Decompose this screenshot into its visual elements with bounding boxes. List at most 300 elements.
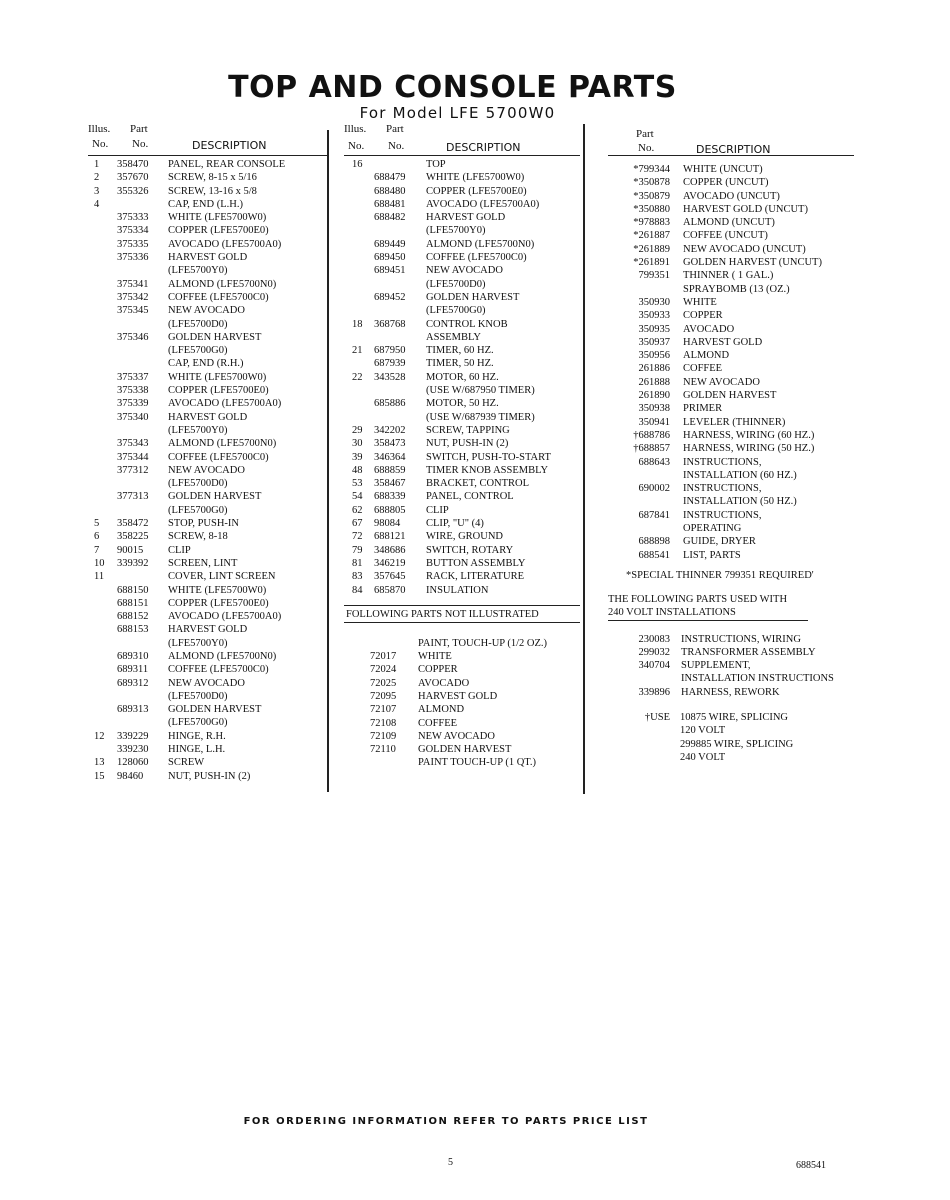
list-item [608, 416, 854, 429]
part-description: NUT, PUSH-IN (2) [426, 438, 509, 450]
part-number: 375346 [117, 331, 149, 343]
part-description: COFFEE (LFE5700C0) [168, 291, 269, 303]
part-description: NEW AVOCADO [683, 376, 760, 388]
list-item [88, 756, 328, 769]
list-item [608, 336, 854, 349]
list-item [88, 716, 328, 729]
list-item [608, 362, 854, 375]
part-number: *261887 [633, 230, 670, 242]
part-description: INSTRUCTIONS, [683, 456, 762, 468]
part-number: 230083 [638, 633, 670, 645]
part-description: ALMOND (UNCUT) [683, 217, 775, 229]
part-number: 689310 [117, 650, 149, 662]
list-item [88, 663, 328, 676]
description-label: DESCRIPTION [696, 143, 771, 156]
illus-number: 81 [352, 557, 363, 569]
list-item [344, 451, 580, 464]
part-description: CAP, END (L.H.) [168, 198, 243, 210]
parts-list-3b [608, 633, 854, 699]
list-item [608, 646, 854, 659]
list-item [88, 650, 328, 663]
part-description: 299885 WIRE, SPLICING [680, 738, 794, 750]
list-item [608, 349, 854, 362]
part-description: TIMER KNOB ASSEMBLY [426, 464, 549, 476]
part-number: 339229 [117, 730, 149, 742]
part-number: 358225 [117, 531, 149, 543]
column-2-header [344, 122, 580, 158]
part-description: MOTOR, 60 HZ. [426, 371, 499, 383]
part-number: 72109 [370, 730, 397, 742]
list-item [88, 530, 328, 543]
list-item [88, 570, 328, 583]
part-description: 10875 WIRE, SPLICING [680, 711, 789, 723]
header-rule [344, 155, 580, 156]
list-item [88, 623, 328, 636]
illus-number: 84 [352, 584, 363, 596]
part-description: INSTALLATION INSTRUCTIONS [681, 673, 834, 685]
list-item [344, 650, 580, 663]
list-item [88, 703, 328, 716]
list-item [344, 411, 580, 424]
part-number: 375341 [117, 278, 149, 290]
part-description: GOLDEN HARVEST [426, 291, 520, 303]
description-label: DESCRIPTION [192, 139, 267, 152]
illus-number: 1 [94, 159, 100, 170]
parts-list-3c [608, 711, 854, 764]
part-description: AVOCADO [418, 677, 470, 689]
part-description: WHITE [683, 296, 717, 308]
column-3 [608, 122, 854, 764]
part-description: WHITE (LFE5700W0) [168, 371, 267, 383]
illus-label: Illus. [344, 123, 367, 135]
list-item [88, 278, 328, 291]
volt-section-line-1: THE FOLLOWING PARTS USED WITH [608, 593, 788, 605]
list-item [88, 637, 328, 650]
part-number: 375338 [117, 385, 149, 397]
illus-number: 39 [352, 451, 363, 463]
volt-section-line-2: 240 VOLT INSTALLATIONS [608, 607, 736, 619]
part-description: 240 VOLT [680, 751, 726, 763]
part-number: 375340 [117, 411, 149, 423]
part-number: 687841 [638, 509, 670, 521]
list-item [344, 544, 580, 557]
part-description: (LFE5700D0) [168, 318, 228, 330]
list-item [344, 517, 580, 530]
part-description: GOLDEN HARVEST [418, 744, 512, 756]
part-description: INSTALLATION (60 HZ.) [683, 469, 797, 481]
part-description: AVOCADO (LFE5700A0) [168, 611, 282, 623]
list-item [608, 456, 854, 469]
parts-list-2 [344, 158, 580, 597]
part-description: LEVELER (THINNER) [683, 416, 786, 428]
list-item [88, 198, 328, 211]
list-item [608, 549, 854, 562]
list-item [608, 163, 854, 176]
part-number: 261890 [638, 390, 670, 402]
list-item [88, 318, 328, 331]
part-description: TOP [426, 159, 446, 170]
part-number: 358473 [374, 438, 406, 450]
part-number: 299032 [638, 646, 670, 658]
part-number: 261888 [638, 376, 670, 388]
part-description: TIMER, 50 HZ. [426, 358, 494, 370]
part-description: MOTOR, 50 HZ. [426, 398, 499, 410]
illus-number: 6 [94, 531, 100, 543]
part-number: 688150 [117, 584, 149, 596]
part-number: 375342 [117, 291, 149, 303]
part-number: 339392 [117, 557, 149, 569]
list-item [608, 672, 854, 685]
list-item [88, 304, 328, 317]
description-label: DESCRIPTION [446, 141, 521, 154]
list-item [88, 238, 328, 251]
list-item [344, 158, 580, 171]
part-description: PANEL, CONTROL [426, 491, 514, 503]
part-number: 688480 [374, 185, 406, 197]
list-item [344, 584, 580, 597]
part-number: 128060 [117, 757, 149, 769]
part-description: AVOCADO (UNCUT) [683, 190, 780, 202]
part-description: NUT, PUSH-IN (2) [168, 770, 251, 782]
column-1-header [88, 122, 328, 158]
part-description: WIRE, GROUND [426, 531, 503, 543]
part-description: SCREW, 8-15 x 5/16 [168, 172, 257, 184]
list-item [344, 663, 580, 676]
list-item [608, 323, 854, 336]
part-description: HARNESS, WIRING (50 HZ.) [683, 443, 815, 455]
list-item [88, 357, 328, 370]
part-description: WHITE (LFE5700W0) [168, 584, 267, 596]
part-number: 377313 [117, 491, 149, 503]
list-item [608, 509, 854, 522]
list-item [88, 730, 328, 743]
list-item [344, 464, 580, 477]
not-illustrated-heading [344, 605, 580, 623]
column-1 [88, 122, 328, 783]
part-description: STOP, PUSH-IN [168, 518, 239, 530]
part-number: 687939 [374, 358, 406, 370]
volt-section-heading [608, 593, 808, 621]
list-item [608, 176, 854, 189]
list-item [88, 185, 328, 198]
part-description: NEW AVOCADO [168, 464, 245, 476]
not-illustrated-text: FOLLOWING PARTS NOT ILLUSTRATED [346, 608, 539, 620]
part-description: SCREW, 8-18 [168, 531, 228, 543]
list-item [88, 770, 328, 783]
part-description: WHITE (UNCUT) [683, 164, 763, 175]
part-description: LIST, PARTS [683, 549, 741, 561]
part-number: 348686 [374, 544, 406, 556]
part-no-label: No. [132, 138, 149, 150]
parts-list-1 [88, 158, 328, 783]
part-number: 98460 [117, 770, 144, 782]
part-description: WHITE [418, 651, 452, 663]
list-item [88, 331, 328, 344]
list-item [608, 256, 854, 269]
list-item [88, 504, 328, 517]
part-description: RACK, LITERATURE [426, 571, 524, 583]
part-number: 357670 [117, 172, 149, 184]
list-item [344, 264, 580, 277]
part-number: 799351 [638, 270, 670, 282]
part-description: GOLDEN HARVEST [168, 704, 262, 716]
part-description: COPPER (LFE5700E0) [168, 597, 269, 609]
list-item [344, 490, 580, 503]
part-number: *261891 [633, 257, 670, 269]
part-description: CLIP, "U" (4) [426, 518, 484, 530]
list-item [344, 371, 580, 384]
list-item [608, 535, 854, 548]
part-number: 688805 [374, 504, 406, 516]
illus-number: 67 [352, 518, 363, 530]
part-number: 375344 [117, 451, 149, 463]
part-number: 377312 [117, 464, 149, 476]
part-number: *350880 [633, 203, 670, 215]
part-description: (LFE5700G0) [426, 305, 486, 317]
part-description: COPPER (LFE5700E0) [426, 185, 527, 197]
part-description: SCREW, 13-16 x 5/8 [168, 185, 257, 197]
part-number: 688121 [374, 531, 406, 543]
list-item [88, 544, 328, 557]
part-number: 375345 [117, 305, 149, 317]
page-number: 5 [448, 1157, 453, 1168]
part-number: †USE [644, 711, 670, 723]
list-item [88, 690, 328, 703]
part-description: AVOCADO (LFE5700A0) [426, 198, 540, 210]
list-item [88, 677, 328, 690]
list-item [88, 344, 328, 357]
part-number: 375343 [117, 438, 149, 450]
part-number: 72024 [370, 664, 397, 676]
part-description: (LFE5700D0) [426, 278, 486, 290]
part-number: 687950 [374, 345, 406, 357]
part-number: 368768 [374, 318, 406, 330]
part-number: 346219 [374, 557, 406, 569]
part-number: *978883 [633, 217, 670, 229]
part-description: SCREW [168, 757, 205, 769]
part-description: NEW AVOCADO [418, 730, 495, 742]
illus-number: 3 [94, 185, 100, 197]
illus-number: 18 [352, 318, 363, 330]
list-item [608, 633, 854, 646]
part-number: 689312 [117, 677, 149, 689]
list-item [88, 264, 328, 277]
illus-number: 10 [94, 557, 105, 569]
illus-number: 2 [94, 172, 100, 184]
part-description: (LFE5700Y0) [168, 424, 228, 436]
part-number: 350937 [638, 336, 670, 348]
illus-number: 29 [352, 424, 363, 436]
part-description: ALMOND (LFE5700N0) [168, 650, 277, 662]
part-description: ALMOND [418, 704, 465, 716]
part-number: 375337 [117, 371, 149, 383]
list-item [344, 211, 580, 224]
list-item [344, 756, 580, 769]
part-description: COPPER (LFE5700E0) [168, 225, 269, 237]
part-number: †688786 [633, 429, 670, 441]
part-number: 358472 [117, 518, 149, 530]
part-description: CAP, END (R.H.) [168, 358, 244, 370]
part-description: WHITE (LFE5700W0) [426, 172, 525, 184]
part-number: 350956 [638, 350, 670, 362]
part-description: ALMOND (LFE5700N0) [168, 278, 277, 290]
part-number: 688339 [374, 491, 406, 503]
part-description: NEW AVOCADO [168, 677, 245, 689]
list-item [88, 424, 328, 437]
part-number: 689313 [117, 704, 149, 716]
part-number: 688152 [117, 611, 149, 623]
part-description: OPERATING [683, 523, 742, 535]
part-description: (USE W/687939 TIMER) [426, 411, 535, 423]
part-description: PRIMER [683, 403, 723, 415]
list-item [608, 686, 854, 699]
list-item [608, 229, 854, 242]
part-description: COPPER (LFE5700E0) [168, 385, 269, 397]
part-description: THINNER ( 1 GAL.) [683, 270, 774, 282]
part-number: 688482 [374, 212, 406, 224]
part-number: 350938 [638, 403, 670, 415]
illus-number: 5 [94, 518, 100, 530]
part-description: CLIP [168, 544, 191, 556]
list-item [344, 357, 580, 370]
part-number: 72107 [370, 704, 397, 716]
illus-number: 54 [352, 491, 363, 503]
list-item [608, 738, 854, 751]
list-item [608, 482, 854, 495]
part-description: ALMOND [683, 350, 730, 362]
list-item [88, 490, 328, 503]
header-rule [608, 155, 854, 156]
list-item [88, 211, 328, 224]
list-item [344, 291, 580, 304]
list-item [88, 397, 328, 410]
list-item [88, 251, 328, 264]
part-number: 72025 [370, 677, 397, 689]
part-label: Part [130, 123, 148, 135]
list-item [88, 384, 328, 397]
part-description: (LFE5700G0) [168, 345, 228, 357]
list-item [608, 269, 854, 282]
part-description: 120 VOLT [680, 725, 726, 737]
illus-number: 4 [94, 198, 100, 210]
part-description: HARVEST GOLD [426, 212, 506, 224]
part-number: 355326 [117, 185, 149, 197]
column-3-header [608, 122, 854, 158]
list-item [344, 198, 580, 211]
part-no-label: No. [638, 142, 655, 154]
part-description: CONTROL KNOB [426, 318, 508, 330]
part-no-label: No. [388, 140, 405, 152]
list-item [88, 437, 328, 450]
part-description: GOLDEN HARVEST [168, 491, 262, 503]
part-description: NEW AVOCADO [426, 265, 503, 277]
part-description: GOLDEN HARVEST [683, 390, 777, 402]
part-description: TIMER, 60 HZ. [426, 345, 494, 357]
list-item [344, 477, 580, 490]
list-item [608, 495, 854, 508]
list-item [344, 278, 580, 291]
list-item [344, 424, 580, 437]
list-item [608, 402, 854, 415]
part-number: 685886 [374, 398, 406, 410]
part-number: 350935 [638, 323, 670, 335]
part-number: 350933 [638, 310, 670, 322]
part-number: 688153 [117, 624, 149, 636]
illus-number: 30 [352, 438, 363, 450]
part-number: 690002 [638, 483, 670, 495]
part-description: ALMOND (LFE5700N0) [168, 438, 277, 450]
illus-number: 79 [352, 544, 363, 556]
illus-number: 72 [352, 531, 363, 543]
part-description: GOLDEN HARVEST [168, 331, 262, 343]
list-item [608, 429, 854, 442]
list-item [608, 724, 854, 737]
part-description: ALMOND (LFE5700N0) [426, 238, 535, 250]
list-item [88, 597, 328, 610]
list-item [344, 530, 580, 543]
list-item [608, 243, 854, 256]
list-item [344, 690, 580, 703]
part-description: COPPER [418, 664, 458, 676]
part-number: 688541 [638, 549, 670, 561]
part-number: 358467 [374, 478, 406, 490]
part-number: 346364 [374, 451, 406, 463]
part-number: 72110 [370, 744, 396, 756]
part-description: HARVEST GOLD [683, 336, 763, 348]
part-description: (LFE5700Y0) [168, 637, 228, 649]
list-item [608, 216, 854, 229]
illus-number: 53 [352, 478, 363, 490]
part-description: HARVEST GOLD [168, 252, 248, 264]
illus-number: 13 [94, 757, 105, 769]
part-number: *350878 [633, 177, 670, 189]
list-item [344, 397, 580, 410]
part-label: Part [386, 123, 404, 135]
list-item [344, 730, 580, 743]
list-item [344, 637, 580, 650]
part-description: SWITCH, ROTARY [426, 544, 514, 556]
list-item [344, 677, 580, 690]
part-number: 342202 [374, 424, 406, 436]
part-description: WHITE (LFE5700W0) [168, 212, 267, 224]
list-item [608, 389, 854, 402]
special-thinner-note: *SPECIAL THINNER 799351 REQUIRED' [626, 569, 814, 581]
part-description: (LFE5700G0) [168, 504, 228, 516]
part-description: HARNESS, REWORK [681, 686, 780, 698]
page-title: TOP AND CONSOLE PARTS [228, 70, 677, 105]
list-item [608, 296, 854, 309]
list-item [608, 309, 854, 322]
list-item [88, 371, 328, 384]
part-description: SCREW, TAPPING [426, 424, 510, 436]
part-number: 375336 [117, 252, 149, 264]
list-item [88, 451, 328, 464]
list-item [344, 703, 580, 716]
part-number: 261886 [638, 363, 670, 375]
part-description: (LFE5700D0) [168, 478, 228, 490]
part-description: HARVEST GOLD [168, 411, 248, 423]
illus-number: 15 [94, 770, 105, 782]
list-item [608, 659, 854, 672]
part-number: *261889 [633, 243, 670, 255]
part-description: PANEL, REAR CONSOLE [168, 159, 286, 170]
illus-no-label: No. [348, 140, 365, 152]
list-item [344, 238, 580, 251]
part-description: COFFEE [683, 363, 723, 375]
part-description: COFFEE [418, 717, 458, 729]
part-description: PAINT TOUCH-UP (1 QT.) [418, 757, 537, 769]
part-description: BRACKET, CONTROL [426, 478, 530, 490]
